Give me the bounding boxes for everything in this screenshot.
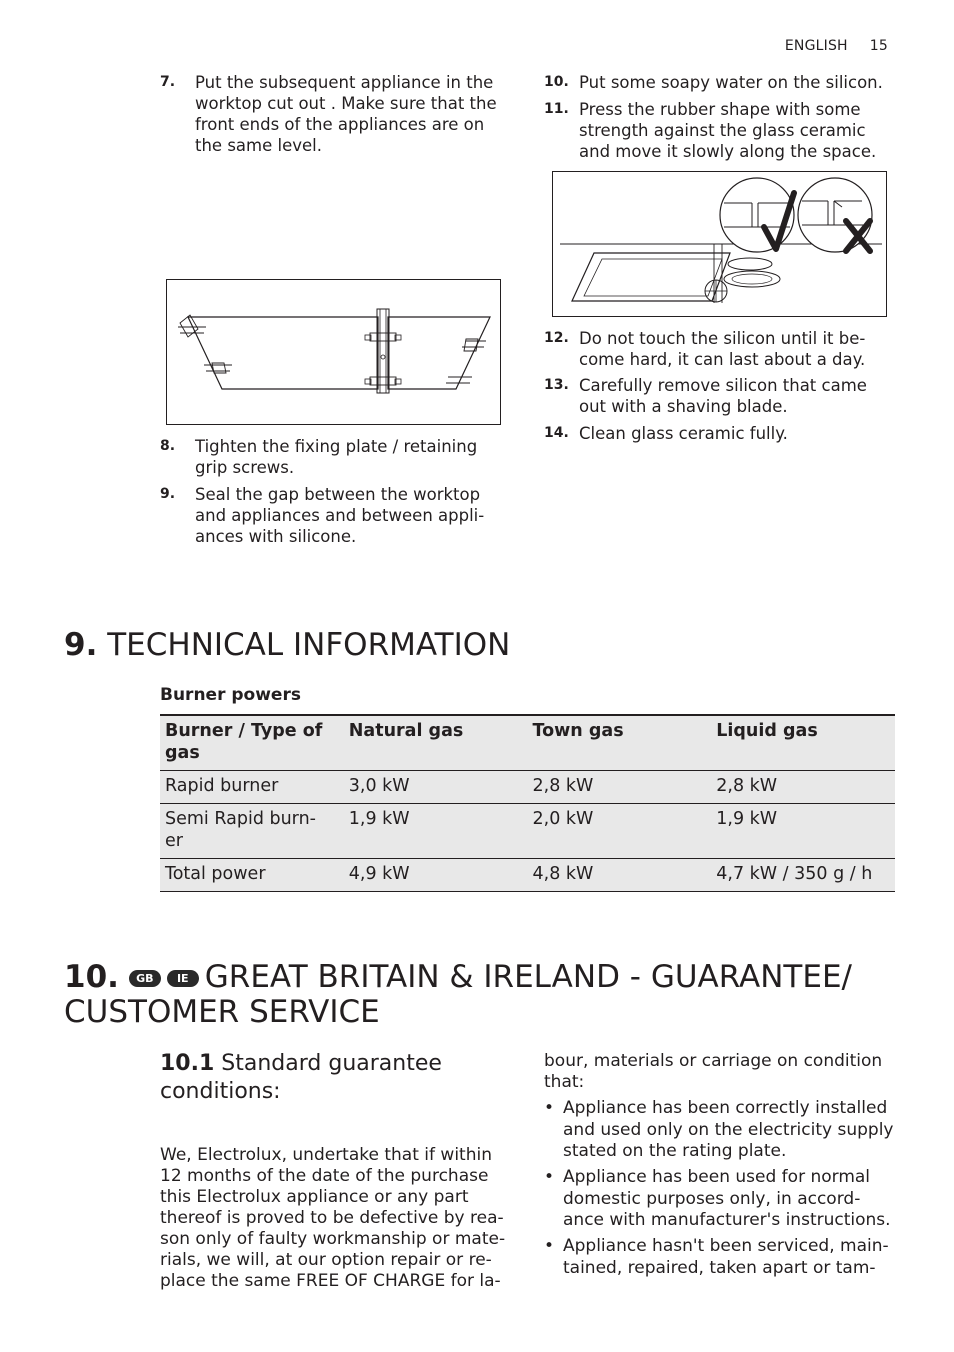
guarantee-paragraph: We, Electrolux, undertake that if within 12 months of the date of the purchase this Electrolux appliance or any part thereof is proved to be defective by rea- son only of faulty workmanship or mate- rials, we will, at our option repair or re- place the same FREE OF CHARGE for la- [160, 1145, 506, 1291]
step-text-line: worktop cut out . Make sure that the [195, 94, 497, 113]
subsection-title: conditions: [160, 1079, 281, 1104]
step-text-line: Seal the gap between the worktop [195, 485, 481, 504]
step-text-line: ances with silicone. [195, 527, 357, 546]
table-cell: Rapid burner [160, 771, 344, 804]
column-header: Natural gas [344, 715, 528, 771]
table-cell: 2,0 kW [528, 804, 712, 859]
column-header: Burner / Type of gas [160, 715, 344, 771]
section-10-heading-line2: CUSTOMER SERVICE [64, 994, 380, 1030]
step-text-line: Press the rubber shape with some [579, 100, 861, 119]
bullet-icon: • [544, 1098, 555, 1118]
step-text-line: front ends of the appliances are on [195, 115, 485, 134]
ie-flag-badge: IE [167, 970, 199, 987]
gb-flag-badge: GB [129, 970, 161, 987]
bullet-icon: • [544, 1167, 555, 1187]
table-cell: 2,8 kW [528, 771, 712, 804]
step-number: 9. [160, 486, 176, 502]
burner-powers-subtitle: Burner powers [160, 685, 301, 705]
worktop-installation-illustration [166, 279, 502, 426]
step-text-line: and move it slowly along the space. [579, 142, 877, 161]
step-text-line: Do not touch the silicon until it be- [579, 329, 866, 348]
step-number: 14. [544, 425, 569, 441]
step-text-line: Carefully remove silicon that came [579, 376, 867, 395]
table-cell: 4,7 kW / 350 g / h [711, 859, 895, 892]
header-language: ENGLISH [784, 38, 848, 54]
section-9-heading [64, 628, 510, 663]
step-text-line: strength against the glass ceramic [579, 121, 866, 140]
column-header: Liquid gas [711, 715, 895, 771]
step-text-line: come hard, it can last about a day. [579, 350, 866, 369]
table-cell: 1,9 kW [344, 804, 528, 859]
step-text-line: grip screws. [195, 458, 295, 477]
silicon-correct-incorrect-illustration [552, 171, 888, 318]
table-row [160, 859, 895, 892]
step-number: 12. [544, 330, 569, 346]
step-number: 8. [160, 438, 176, 454]
subsection-title: Standard guarantee [221, 1051, 442, 1076]
bullet-icon: • [544, 1236, 555, 1256]
table-cell: 2,8 kW [711, 771, 895, 804]
step-text-line: out with a shaving blade. [579, 397, 788, 416]
table-cell: 3,0 kW [344, 771, 528, 804]
table-row [160, 804, 895, 859]
section-title-line: GREAT BRITAIN & IRELAND - GUARANTEE/ [204, 959, 852, 995]
section-10-heading [64, 960, 852, 995]
step-text-line: Put the subsequent appliance in the [195, 73, 494, 92]
table-header-row [160, 715, 895, 771]
step-text-line: Put some soapy water on the silicon. [579, 73, 883, 92]
subsection-10-1-heading [160, 1050, 442, 1106]
section-number: 9. [64, 627, 98, 663]
header-page-number: 15 [869, 38, 888, 54]
column-header: Town gas [528, 715, 712, 771]
section-title: TECHNICAL INFORMATION [107, 627, 511, 663]
burner-powers-table [160, 714, 895, 892]
guarantee-conditions-intro: bour, materials or carriage on condition that: [544, 1051, 883, 1092]
subsection-number: 10.1 [160, 1051, 215, 1076]
step-text-line: Clean glass ceramic fully. [579, 424, 788, 443]
step-number: 11. [544, 101, 569, 117]
step-number: 13. [544, 377, 569, 393]
table-cell: 1,9 kW [711, 804, 895, 859]
step-number: 10. [544, 74, 569, 90]
table-cell: Semi Rapid burn- er [160, 804, 344, 859]
table-cell: Total power [160, 859, 344, 892]
table-cell: 4,9 kW [344, 859, 528, 892]
step-text-line: Tighten the fixing plate / retaining [195, 437, 478, 456]
table-row [160, 771, 895, 804]
section-number: 10. [64, 959, 119, 995]
step-number: 7. [160, 74, 176, 90]
page-header [763, 38, 888, 54]
table-cell: 4,8 kW [528, 859, 712, 892]
step-text-line: the same level. [195, 136, 322, 155]
step-text-line: and appliances and between appli- [195, 506, 485, 525]
